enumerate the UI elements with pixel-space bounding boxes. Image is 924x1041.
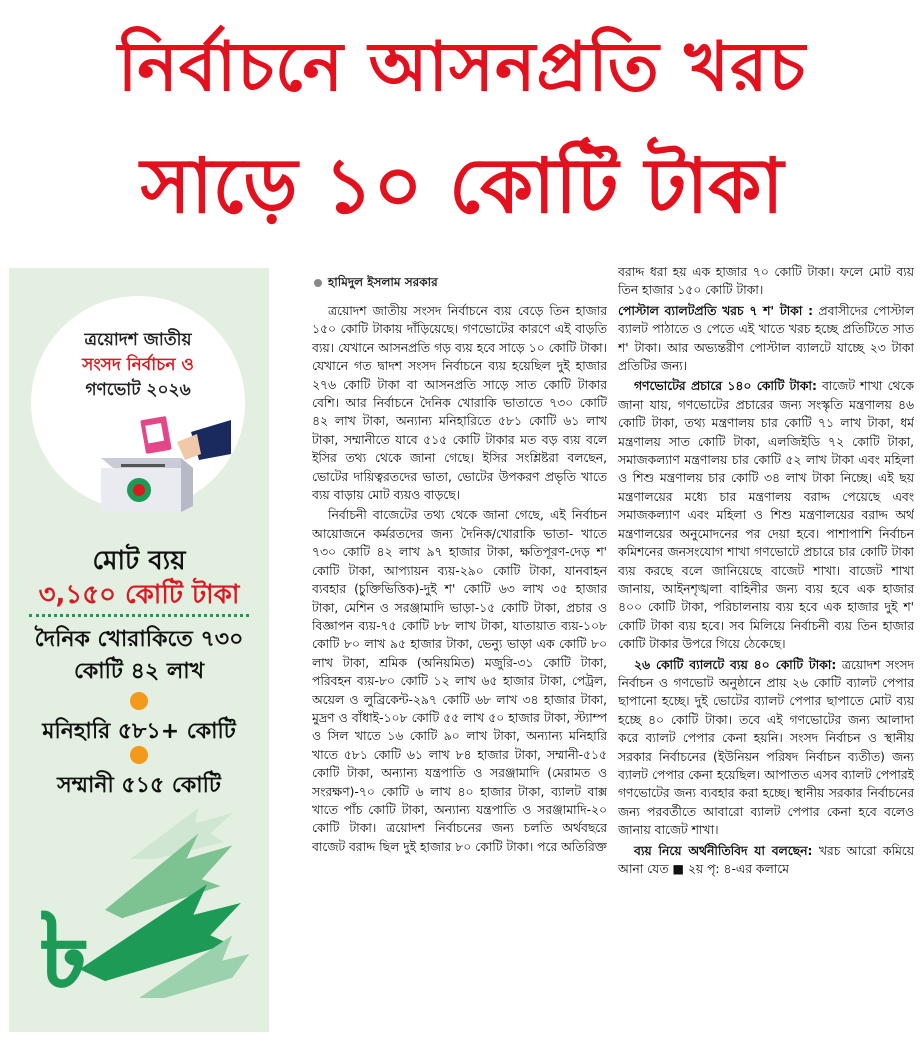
paragraph: ২৬ কোটি ব্যালটে ব্যয় ৪০ কোটি টাকা: ত্রয়োদশ সংসদ নির্বাচন ও গণভোট অনুষ্ঠানে প্রায় ২৬ কোটি ব্যালট পেপার ছাপানো হচ্ছে। দুই ভোটের ব্যালট পেপার ছাপাতে মোট ব্যয় হচ্ছে ৪০ কোটি টাকা। তবে এই গণভোটের জন্য আলাদা করে ব্যালট পেপার কেনা হয়নি। সংসদ নির্বাচন ও স্থানীয় সরকার নির্বাচনের (ইউনিয়ন পরিষদ নির্বাচন ব্যতীত) জন্য ব্যালট পেপার কেনা হয়েছিল। আপাতত এসব ব্যালট পেপারই গণভোটের জন্য ব্যবহার করা হচ্ছে। স্থানীয় সরকার নির্বাচনের জন্য পরবর্তীতে আবারো ব্যালট পেপার কেনা হবে বলেও জানায় বাজেট শাখা।	[618, 657, 914, 838]
orange-bullet	[130, 692, 148, 710]
paragraph: পোস্টাল ব্যালটপ্রতি খরচ ৭ শ' টাকা : প্রবাসীদের পোস্টাল ব্যালট পাঠাতে ও পেতে এই খাতে খরচ হচ্ছে প্রতিটিতে সাত শ' টাকা। আর অভ্যন্তরীণ পোস্টাল ব্যালটে যাচ্ছে ২৩ টাকা প্রতিটির জন্য।	[618, 303, 914, 374]
byline	[314, 274, 438, 294]
honorarium-stat: সম্মানী ৫১৫ কোটি	[57, 773, 221, 798]
byline-name: হামিদুল ইসলাম সরকার	[328, 275, 438, 289]
badge-line-3: গণভোট ২০২৬	[85, 380, 191, 400]
stationery-stat: মনিহারি ৫৮১+ কোটি	[42, 719, 236, 744]
continued-note: ■ ২য় পৃ: ৪-এর কলামে	[672, 862, 790, 876]
subheading: ব্যয় নিয়ে অর্থনীতিবিদ যা বলছেন:	[634, 843, 813, 858]
subheading: পোস্টাল ব্যালটপ্রতি খরচ ৭ শ' টাকা :	[618, 303, 813, 318]
paragraph: ব্যয় নিয়ে অর্থনীতিবিদ যা বলছেন: খরচ আরো কমিয়ে আনা যেত ■ ২য় পৃ: ৪-এর কলামে	[618, 843, 914, 876]
svg-text:৳: ৳	[38, 892, 90, 1012]
total-cost-value: ৩,১৫০ কোটি টাকা	[38, 580, 240, 610]
subheading: ২৬ কোটি ব্যালটে ব্যয় ৪০ কোটি টাকা:	[634, 657, 837, 672]
subheading: গণভোটের প্রচারে ১৪০ কোটি টাকা:	[634, 379, 817, 394]
orange-bullet	[130, 746, 148, 764]
byline-bullet-icon	[314, 279, 322, 287]
article-column-2	[618, 263, 914, 1033]
daily-food-stat: দৈনিক খোরাকিতে ৭৩০ কোটি ৪২ লাখ	[34, 627, 244, 684]
election-badge	[31, 296, 245, 510]
infographic-sidebar	[9, 268, 269, 1032]
total-cost-label: মোট ব্যয়	[92, 546, 186, 576]
paragraph: গণভোটের প্রচারে ১৪০ কোটি টাকা: বাজেট শাখা থেকে জানা যায়, গণভোটের প্রচারের জন্য সংস্কৃতি মন্ত্রণালয় ৪৬ কোটি টাকা, তথ্য মন্ত্রণালয় চার কোটি ৭১ লাখ টাকা, ধর্ম মন্ত্রণালয় সাত কোটি টাকা, এলজিইডি ৭২ কোটি টাকা, সমাজকল্যাণ মন্ত্রণালয় চার কোটি ৫২ লাখ টাকা এবং মহিলা ও শিশু মন্ত্রণালয় চার কোটি ৩৪ লাখ টাকা নিচ্ছে। এই ছয় মন্ত্রণালয়ের মধ্যে চার মন্ত্রণালয় বরাদ্দ পেয়েছে এবং সমাজকল্যাণ এবং মহিলা ও শিশু মন্ত্রণালয়ের বরাদ্দ অর্থ মন্ত্রণালয়ের অনুমোদনের পর দেয়া হবে। পাশাপাশি নির্বাচন কমিশনের জনসংযোগ শাখা গণভোটে প্রচারে চার কোটি টাকা ব্যয় করছে বলে জানিয়েছে বাজেট শাখা। বাজেট শাখা জানায়, আইনশৃঙ্খলা বাহিনীর জন্য ব্যয় হবে এক হাজার ৪০০ কোটি টাকা, পরিচালনায় ব্যয় হবে এক হাজার দুই শ' কোটি টাকা ব্যয় হবে। সব মিলিয়ে নির্বাচনী ব্যয় তিন হাজার কোটি টাকার উপরে গিয়ে ঠেকেছে।	[618, 379, 914, 652]
dotted-divider	[29, 614, 249, 617]
paragraph: ত্রয়োদশ জাতীয় সংসদ নির্বাচনে ব্যয় বেড়ে তিন হাজার ১৫০ কোটি টাকায় দাঁড়িয়েছে। গণভোটের কারণে এই বাড়তি ব্যয়। যেখানে আসনপ্রতি গড় ব্যয় হবে সাড়ে ১০ কোটি টাকা। যেখানে গত দ্বাদশ সংসদ নির্বাচনে ব্যয় হয়েছিল দুই হাজার ২৭৬ কোটি টাকা বা আসনপ্রতি সাড়ে সাত কোটি টাকার বেশি। আর নির্বাচনে দৈনিক খোরাকি ভাতাতে ৭৩০ কোটি ৪২ লাখ টাকা, অন্যান্য মনিহারিতে ৫৮১ কোটি ৬১ লাখ টাকা, সম্মানীতে যাবে ৫১৫ কোটি টাকার মত বড় ব্যয় বলে ইসির তথ্য থেকে জানা গেছে। ইসির সংশ্লিষ্টরা বলছেন, ভোটের দায়িত্বরতদের ভাতা, ভোটের উপকরণ প্রভৃতি খাতে ব্যয় বাড়ায় মোট ব্যয়ও বাড়ছে।	[312, 304, 607, 503]
badge-line-1: ত্রয়োদশ জাতীয়	[84, 330, 192, 350]
headline-line-1: নির্বাচনে আসনপ্রতি খরচ	[117, 28, 807, 107]
paragraph: নির্বাচনী বাজেটের তথ্য থেকে জানা গেছে, এই নির্বাচন আয়োজনে কর্মরতদের জন্য দৈনিক/খোরাকি ভাতা- খাতে ৭৩০ কোটি ৪২ লাখ ৯৭ হাজার টাকা, ক্ষতিপূরণ-দেড় শ' কোটি টাকা, আপ্যায়ন ব্যয়-২৯০ কোটি টাকা, যানবাহন ব্যবহার (চুক্তিভিত্তিক)-দুই শ' কোটি ৬৩ লাখ ৩৫ হাজার টাকা, মেশিন ও সরঞ্জামাদি ভাড়া-১৫ কোটি টাকা, প্রচার ও বিজ্ঞাপন ব্যয়-৭৫ কোটি ৮৮ লাখ টাকা, যাতায়াত ব্যয়-১০৮ কোটি ৮০ লাখ ৯৫ হাজার টাকা, ভেন্যু ভাড়া এক কোটি ৮০ লাখ টাকা, শ্রমিক (অনিয়মিত) মজুরি-৩১ কোটি টাকা, পরিবহন ব্যয়-৮০ কোটি ১২ লাখ ৬৫ হাজার টাকা, পেট্রল, অয়েল ও লুব্রিকেন্ট-২৯৭ কোটি ৬৮ লাখ ৩৪ হাজার টাকা, মুদ্রণ ও বাঁধাই-১০৮ কোটি ৫৫ লাখ ৫০ হাজার টাকা, স্ট্যাম্প ও সিল খাতে ১৬ কোটি ৯০ লাখ টাকা, অন্যান্য মনিহারি খাতে ৫৮১ কোটি ৬১ লাখ ৮৪ হাজার টাকা, সম্মানী-৫১৫ কোটি টাকা, অন্যান্য যন্ত্রপাতি ও সরঞ্জামাদি (মেরামত ও সংরক্ষণ)-৭০ কোটি ৬ লাখ ৪০ হাজার টাকা, ব্যালট বাক্স খাতে পাঁচ কোটি টাকা, অন্যান্য যন্ত্রপাতি ও সরঞ্জামাদি-২০ কোটি টাকা। ত্রয়োদশ নির্বাচনের জন্য চলতি অর্থবছরে বাজেট বরাদ্দ ছিল দুই হাজার ৮০ কোটি টাকা। পরে অতিরিক্ত	[312, 508, 607, 854]
growth-arrows-graphic	[9, 808, 269, 1032]
ballot-box-icon	[81, 414, 231, 514]
paragraph: বরাদ্দ ধরা হয় এক হাজার ৭০ কোটি টাকা। ফলে মোট ব্যয় তিন হাজার ১৫০ কোটি টাকা।	[618, 265, 914, 298]
article-column-1	[312, 302, 607, 1032]
badge-line-2: সংসদ নির্বাচন ও	[82, 355, 194, 375]
headline-line-2: সাড়ে ১০ কোটি টাকা	[140, 141, 784, 230]
